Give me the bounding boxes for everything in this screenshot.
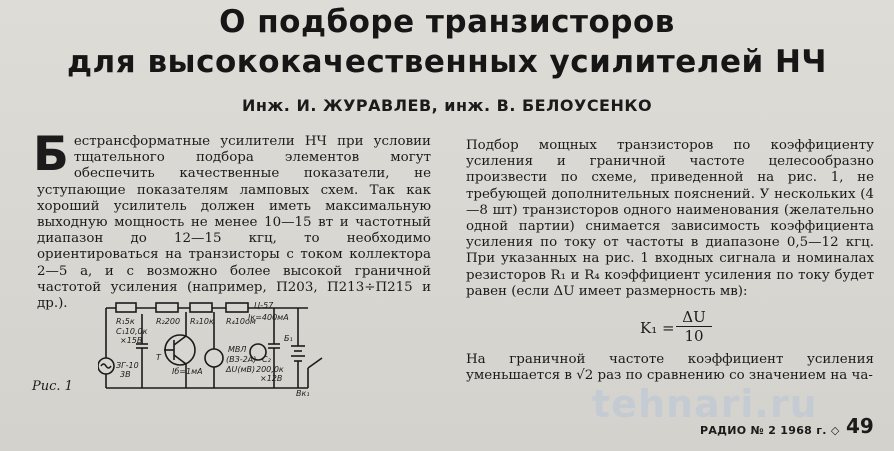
switch-vk1 <box>308 358 322 368</box>
label-mvl: МВЛ <box>228 345 247 354</box>
label-c1v: ×15В <box>120 336 143 345</box>
resistor-r4 <box>226 303 248 312</box>
voltmeter-symbol <box>205 349 223 367</box>
left-column-text: естрансформатные усилители НЧ при условии тщательного подбора элементов могут обеспечить качественные показатели, не уступающие показателям ламповых схем. Так как хороший усилитель должен иметь максимальную выходную мощность не менее 10—15 вт и частотный диапазон до 12—15 кгц, то необходимо ориентироваться на транзисторы с током коллектора 2—5 а, и с возможно более высокой граничной частотой усиления (например, П203, П213÷П215 и др.). <box>37 134 431 312</box>
label-c2v: 200,0к <box>256 365 284 374</box>
label-gen2: 3В <box>120 370 131 379</box>
resistor-r2 <box>156 303 178 312</box>
label-r1: R₁5к <box>116 317 135 326</box>
label-c2: C₂ <box>262 355 271 364</box>
label-r3: R₃10к <box>190 317 214 326</box>
formula-denominator: 10 <box>684 327 704 345</box>
resistor-r1 <box>116 303 136 312</box>
circuit-diagram <box>98 296 334 398</box>
label-ib: Iб=1мА <box>172 367 203 376</box>
label-bk1: Вк₁ <box>296 389 310 398</box>
formula <box>640 308 720 350</box>
label-du: ΔU(мВ) <box>226 365 256 374</box>
label-ik: Iк=400мА <box>248 313 289 322</box>
label-meter: Ц-57 <box>254 301 274 310</box>
label-r4: R₄10ом <box>226 317 256 326</box>
formula-lhs: K₁ = <box>640 319 675 337</box>
label-mvl2: (ВЗ-2А) <box>226 355 257 364</box>
title-line-1: О подборе транзисторов <box>219 4 675 40</box>
title-line-2: для высококачественных усилителей НЧ <box>67 44 827 80</box>
formula-fraction <box>676 308 712 345</box>
label-b1: Б₁ <box>284 334 293 343</box>
right-column-continuation: На граничной частоте коэффициент усиления уменьшается в √2 раз по сравнению со значением на ча- <box>466 352 874 384</box>
left-column <box>33 127 431 312</box>
footer: РАДИО № 2 1968 г. ◇ <box>700 424 840 437</box>
formula-numerator: ΔU <box>676 308 712 327</box>
label-t: T <box>156 353 161 362</box>
authors: Инж. И. ЖУРАВЛЕВ, инж. В. БЕЛОУСЕНКО <box>241 96 653 115</box>
label-gen: ЗГ-10 <box>116 361 139 370</box>
drop-cap: Б <box>33 127 69 182</box>
watermark: tehnari.ru <box>592 382 818 426</box>
label-c1: C₁10,0к <box>116 327 148 336</box>
right-column: Подбор мощных транзисторов по коэффициенту усиления и граничной частоте целесообразно произвести по схеме, приведенной на рис. 1, не требующей дополнительных пояснений. У нескольких (4—8 шт) транзисторов одного наименования (желательно одной партии) снимается зависимость коэффициента усиления по току от частоты в диапазоне 0,5—12 кгц. При указанных на рис. 1 входных сигнала и номиналах резисторов R₁ и R₄ коэффициент усиления по току будет равен (если ΔU имеет размерность мв): <box>466 138 874 299</box>
figure-caption: Рис. 1 <box>32 379 73 394</box>
resistor-r3 <box>190 303 212 312</box>
label-r2: R₂200 <box>156 317 181 326</box>
label-c2v2: ×12В <box>260 374 283 383</box>
page-number: 49 <box>846 414 874 438</box>
